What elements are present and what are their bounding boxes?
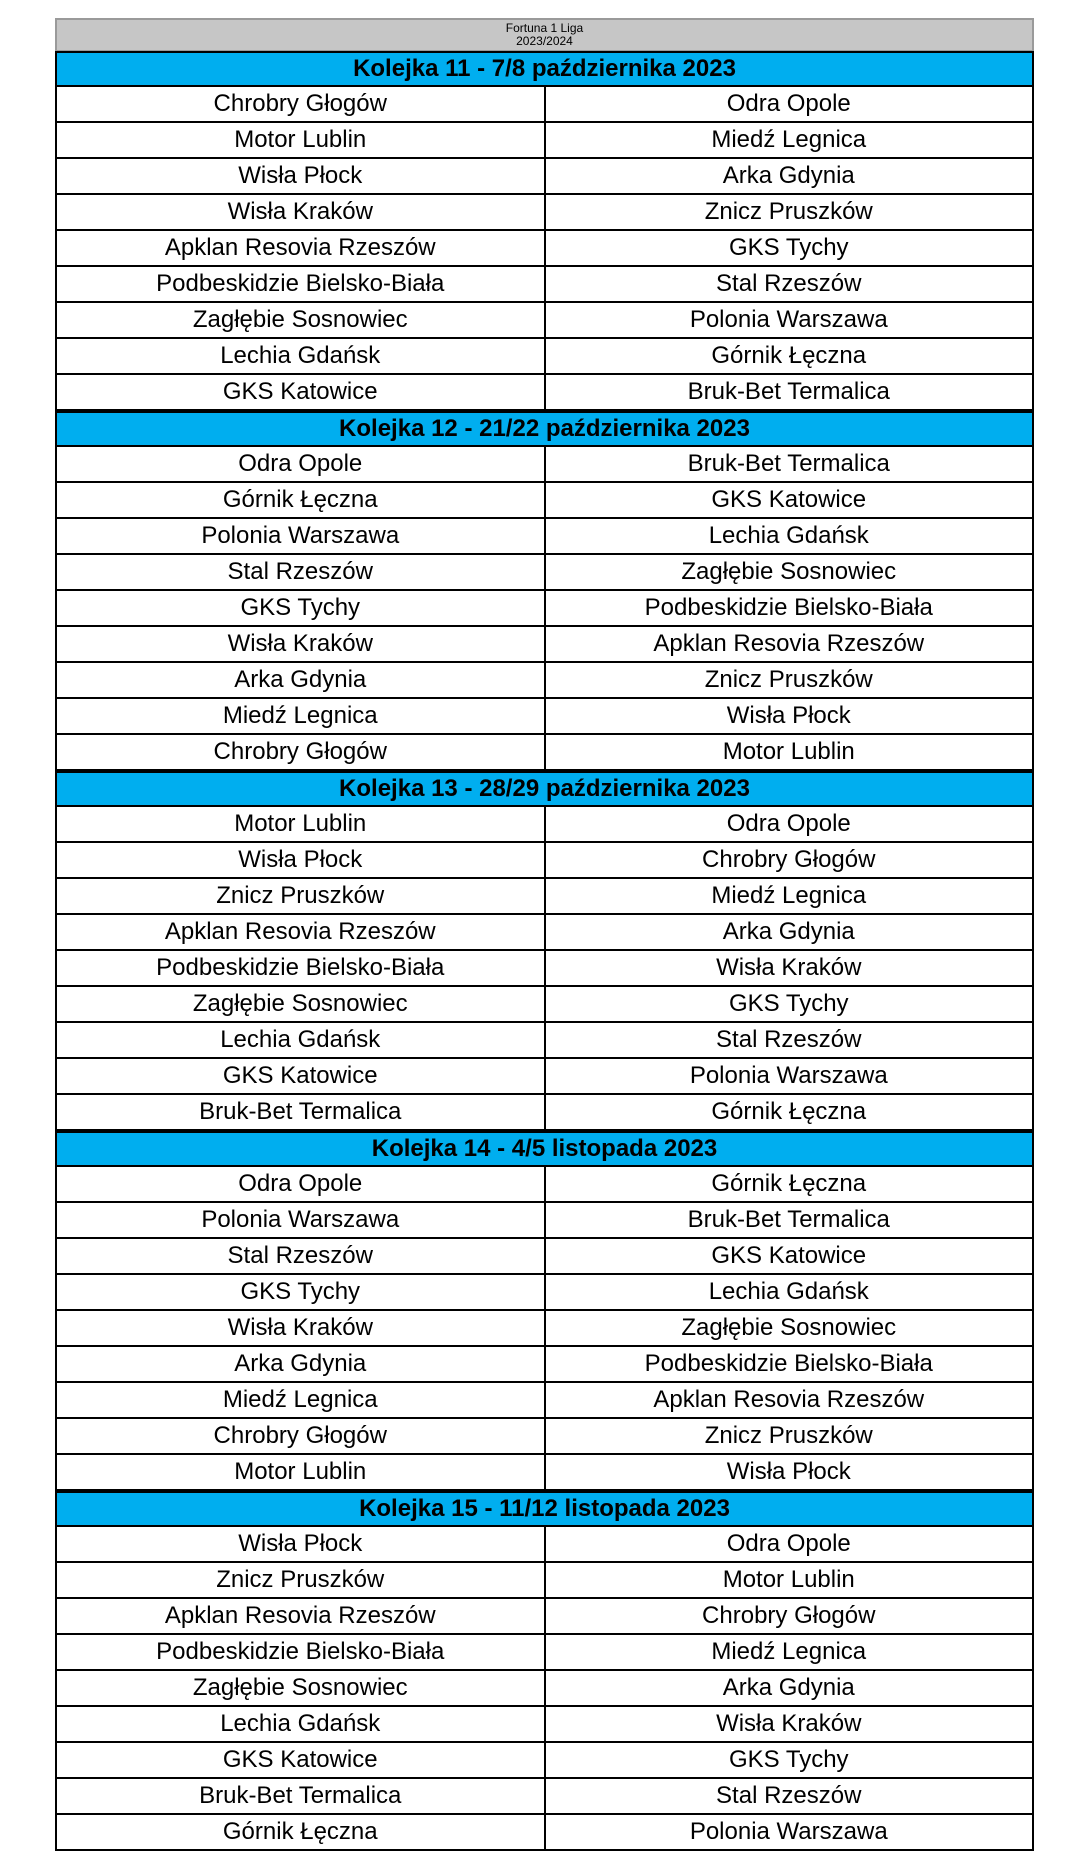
match-row	[55, 195, 1034, 231]
home-team: Lechia Gdańsk	[57, 1023, 546, 1057]
home-team: Podbeskidzie Bielsko-Biała	[57, 951, 546, 985]
away-team: Motor Lublin	[722, 738, 855, 765]
fixture-table	[55, 18, 1034, 1851]
away-team: Arka Gdynia	[722, 162, 855, 189]
match-row	[55, 555, 1034, 591]
home-team: Apklan Resovia Rzeszów	[57, 915, 546, 949]
match-row	[55, 231, 1034, 267]
match-row	[55, 339, 1034, 375]
away-team: Chrobry Głogów	[702, 1602, 876, 1629]
match-row	[55, 1095, 1034, 1131]
away-team: Bruk-Bet Termalica	[687, 450, 890, 477]
away-team: GKS Tychy	[728, 990, 849, 1017]
away-team: Wisła Kraków	[716, 954, 862, 981]
home-team: GKS Katowice	[57, 1743, 546, 1777]
match-row	[55, 1599, 1034, 1635]
home-team: Miedź Legnica	[57, 699, 546, 733]
away-team: Podbeskidzie Bielsko-Biała	[644, 1350, 933, 1377]
home-team: Podbeskidzie Bielsko-Biała	[57, 267, 546, 301]
away-team: Stal Rzeszów	[716, 270, 862, 297]
away-team: Miedź Legnica	[711, 1638, 867, 1665]
match-row	[55, 807, 1034, 843]
home-team: Polonia Warszawa	[57, 1203, 546, 1237]
home-team: Apklan Resovia Rzeszów	[57, 231, 546, 265]
match-row	[55, 1527, 1034, 1563]
match-row	[55, 1743, 1034, 1779]
match-row	[55, 699, 1034, 735]
match-row	[55, 951, 1034, 987]
match-row	[55, 303, 1034, 339]
away-team: Miedź Legnica	[711, 882, 867, 909]
match-row	[55, 1383, 1034, 1419]
home-team: GKS Katowice	[57, 375, 546, 409]
away-team: Bruk-Bet Termalica	[687, 1206, 890, 1233]
match-row	[55, 663, 1034, 699]
rounds-container	[55, 51, 1034, 1851]
match-row	[55, 267, 1034, 303]
league-name: Fortuna 1 Liga	[505, 21, 584, 35]
away-team: GKS Tychy	[728, 1746, 849, 1773]
away-team: GKS Katowice	[711, 1242, 867, 1269]
away-team: Arka Gdynia	[722, 1674, 855, 1701]
match-row	[55, 843, 1034, 879]
season: 2023/2024	[516, 34, 573, 48]
home-team: Górnik Łęczna	[57, 483, 546, 517]
home-team: Wisła Płock	[57, 843, 546, 877]
away-team: Znicz Pruszków	[704, 198, 873, 225]
match-row	[55, 915, 1034, 951]
away-team: Lechia Gdańsk	[708, 522, 869, 549]
away-team: Motor Lublin	[722, 1566, 855, 1593]
away-team: Podbeskidzie Bielsko-Biała	[644, 594, 933, 621]
home-team: Arka Gdynia	[57, 663, 546, 697]
match-row	[55, 483, 1034, 519]
match-row	[55, 1419, 1034, 1455]
home-team: Bruk-Bet Termalica	[57, 1095, 546, 1129]
home-team: Polonia Warszawa	[57, 519, 546, 553]
home-team: Górnik Łęczna	[57, 1815, 546, 1849]
home-team: Odra Opole	[57, 1167, 546, 1201]
home-team: GKS Tychy	[57, 1275, 546, 1309]
home-team: Wisła Płock	[57, 1527, 546, 1561]
home-team: Wisła Płock	[57, 159, 546, 193]
match-row	[55, 1455, 1034, 1491]
away-team: Stal Rzeszów	[716, 1026, 862, 1053]
away-team: GKS Tychy	[728, 234, 849, 261]
home-team: Znicz Pruszków	[57, 879, 546, 913]
home-team: Bruk-Bet Termalica	[57, 1779, 546, 1813]
away-team: Polonia Warszawa	[689, 1818, 888, 1845]
match-row	[55, 627, 1034, 663]
home-team: Zagłębie Sosnowiec	[57, 1671, 546, 1705]
away-team: Wisła Płock	[726, 1458, 851, 1485]
home-team: Lechia Gdańsk	[57, 1707, 546, 1741]
away-team: Bruk-Bet Termalica	[687, 378, 890, 405]
away-team: GKS Katowice	[711, 486, 867, 513]
away-team: Górnik Łęczna	[711, 342, 867, 369]
match-row	[55, 1311, 1034, 1347]
match-row	[55, 123, 1034, 159]
match-row	[55, 1563, 1034, 1599]
home-team: Odra Opole	[57, 447, 546, 481]
away-team: Górnik Łęczna	[711, 1098, 867, 1125]
round-header: Kolejka 14 - 4/5 listopada 2023	[55, 1131, 1034, 1167]
round-header: Kolejka 15 - 11/12 listopada 2023	[55, 1491, 1034, 1527]
home-team: Wisła Kraków	[57, 627, 546, 661]
match-row	[55, 987, 1034, 1023]
match-row	[55, 1635, 1034, 1671]
match-row	[55, 1059, 1034, 1095]
match-row	[55, 1671, 1034, 1707]
match-row	[55, 519, 1034, 555]
match-row	[55, 735, 1034, 771]
away-team: Wisła Płock	[726, 702, 851, 729]
away-team: Lechia Gdańsk	[708, 1278, 869, 1305]
home-team: Motor Lublin	[57, 123, 546, 157]
home-team: Znicz Pruszków	[57, 1563, 546, 1597]
home-team: Arka Gdynia	[57, 1347, 546, 1381]
round-header: Kolejka 12 - 21/22 października 2023	[55, 411, 1034, 447]
home-team: GKS Katowice	[57, 1059, 546, 1093]
match-row	[55, 591, 1034, 627]
home-team: Lechia Gdańsk	[57, 339, 546, 373]
home-team: Zagłębie Sosnowiec	[57, 303, 546, 337]
home-team: Podbeskidzie Bielsko-Biała	[57, 1635, 546, 1669]
match-row	[55, 375, 1034, 411]
away-team: Zagłębie Sosnowiec	[681, 1314, 897, 1341]
match-row	[55, 1779, 1034, 1815]
away-team: Odra Opole	[726, 90, 851, 117]
away-team: Wisła Kraków	[716, 1710, 862, 1737]
match-row	[55, 1239, 1034, 1275]
home-team: Wisła Kraków	[57, 1311, 546, 1345]
away-team: Polonia Warszawa	[689, 306, 888, 333]
home-team: Chrobry Głogów	[57, 1419, 546, 1453]
home-team: Stal Rzeszów	[57, 1239, 546, 1273]
home-team: Motor Lublin	[57, 1455, 546, 1489]
match-row	[55, 879, 1034, 915]
away-team: Stal Rzeszów	[716, 1782, 862, 1809]
home-team: GKS Tychy	[57, 591, 546, 625]
home-team: Apklan Resovia Rzeszów	[57, 1599, 546, 1633]
away-team: Apklan Resovia Rzeszów	[653, 630, 925, 657]
home-team: Miedź Legnica	[57, 1383, 546, 1417]
match-row	[55, 1203, 1034, 1239]
away-team: Chrobry Głogów	[702, 846, 876, 873]
round-header: Kolejka 13 - 28/29 października 2023	[55, 771, 1034, 807]
home-team: Motor Lublin	[57, 807, 546, 841]
away-team: Znicz Pruszków	[704, 1422, 873, 1449]
away-team: Apklan Resovia Rzeszów	[653, 1386, 925, 1413]
match-row	[55, 159, 1034, 195]
away-team: Górnik Łęczna	[711, 1170, 867, 1197]
match-row	[55, 1023, 1034, 1059]
away-team: Zagłębie Sosnowiec	[681, 558, 897, 585]
match-row	[55, 1167, 1034, 1203]
match-row	[55, 87, 1034, 123]
away-team: Odra Opole	[726, 1530, 851, 1557]
match-row	[55, 1707, 1034, 1743]
match-row	[55, 1275, 1034, 1311]
match-row	[55, 447, 1034, 483]
away-team: Polonia Warszawa	[689, 1062, 888, 1089]
match-row	[55, 1347, 1034, 1383]
home-team: Zagłębie Sosnowiec	[57, 987, 546, 1021]
home-team: Wisła Kraków	[57, 195, 546, 229]
home-team: Chrobry Głogów	[57, 735, 546, 769]
away-team: Znicz Pruszków	[704, 666, 873, 693]
table-title	[55, 18, 1034, 51]
home-team: Stal Rzeszów	[57, 555, 546, 589]
away-team: Arka Gdynia	[722, 918, 855, 945]
round-header: Kolejka 11 - 7/8 października 2023	[55, 51, 1034, 87]
away-team: Miedź Legnica	[711, 126, 867, 153]
away-team: Odra Opole	[726, 810, 851, 837]
match-row	[55, 1815, 1034, 1851]
home-team: Chrobry Głogów	[57, 87, 546, 121]
